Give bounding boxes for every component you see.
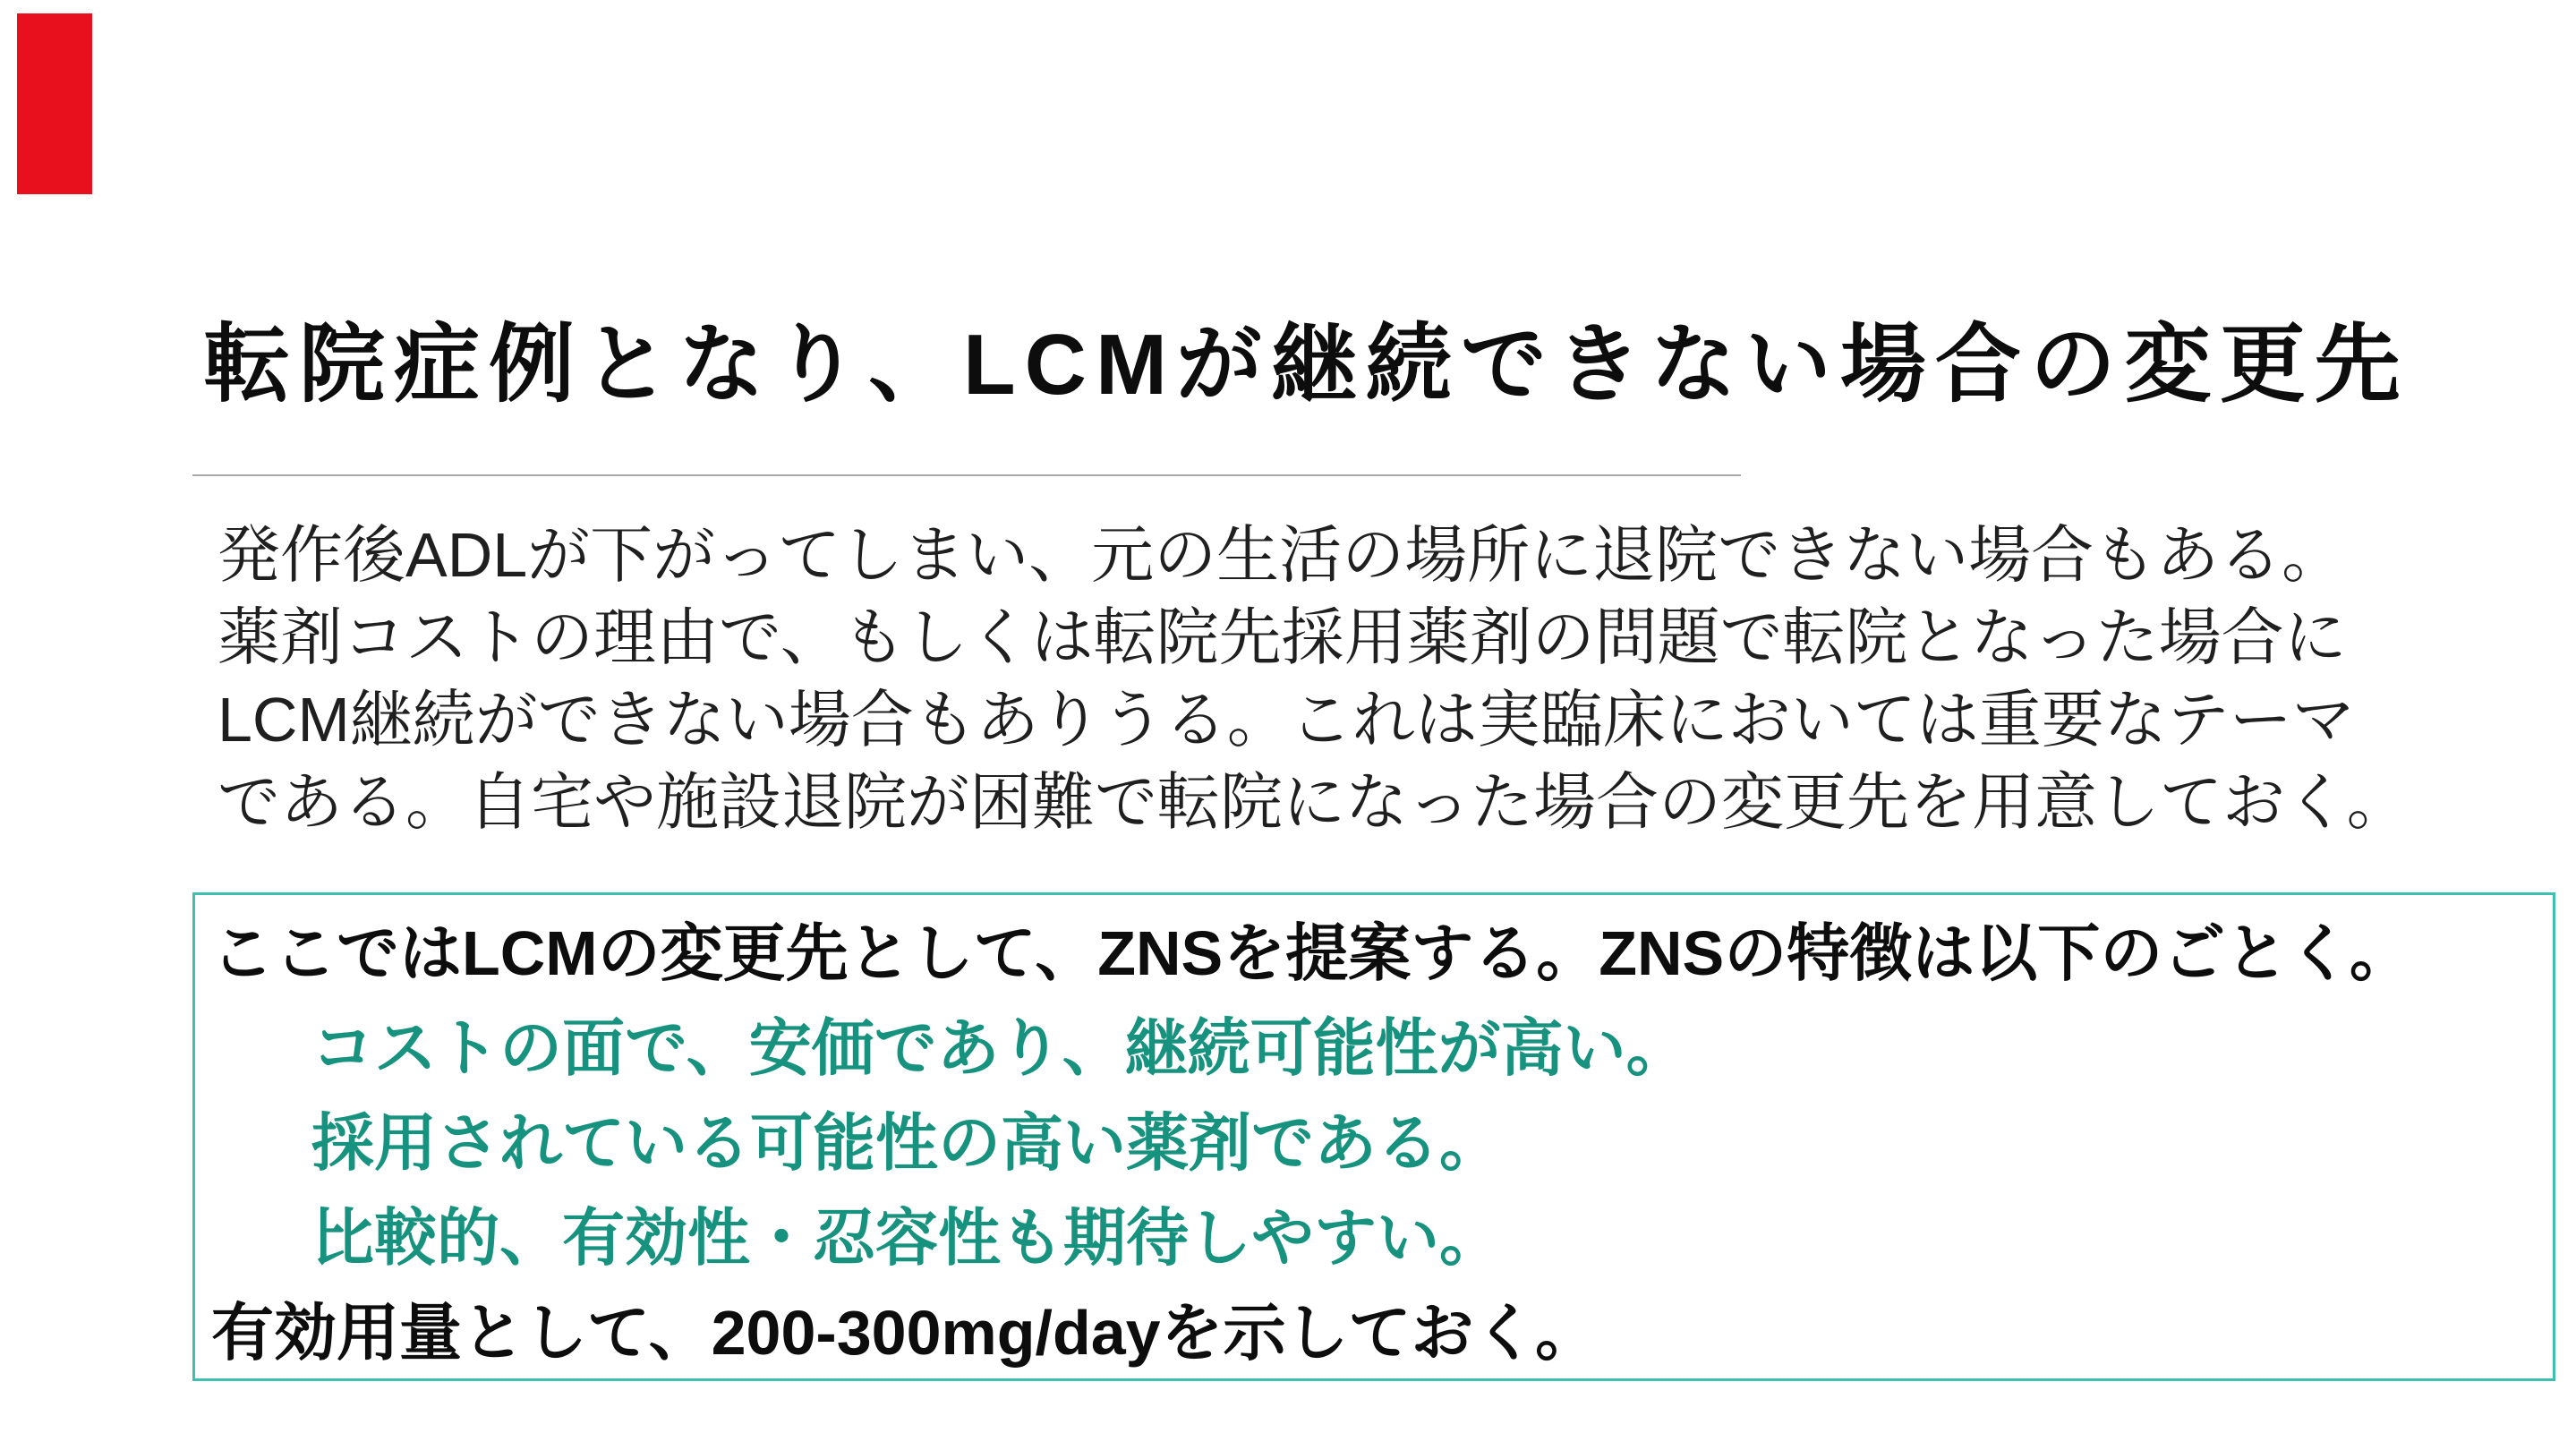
body-paragraph — [218, 514, 2509, 843]
box-bullet-2: 採用されている可能性の高い薬剤である。 — [311, 1108, 1502, 1178]
title-underline — [192, 474, 1741, 476]
box-lead-line: ここではLCMの変更先として、ZNSを提案する。ZNSの特徴は以下のごとく。 — [211, 918, 2412, 988]
box-closing-line: 有効用量として、200-300mg/dayを示しておく。 — [211, 1298, 1599, 1368]
body-line-1: 発作後ADLが下がってしまい、元の生活の場所に退院できない場合もある。 — [218, 520, 2345, 590]
box-bullet-1: コストの面で、安価であり、継続可能性が高い。 — [311, 1013, 1689, 1083]
body-line-2: 薬剤コストの理由で、もしくは転院先採用薬剤の問題で転院となった場合に — [218, 602, 2347, 672]
box-bullet-3: 比較的、有効性・忍容性も期待しやすい。 — [311, 1203, 1502, 1273]
accent-bar — [17, 13, 92, 194]
page-title: 転院症例となり、LCMが継続できない場合の変更先 — [204, 317, 2410, 413]
body-line-4: である。自宅や施設退院が困難で転院になった場合の変更先を用意しておく。 — [218, 767, 2410, 837]
highlight-box — [192, 892, 2555, 1381]
body-line-3: LCM継続ができない場合もありうる。これは実臨床においては重要なテーマ — [218, 685, 2355, 755]
